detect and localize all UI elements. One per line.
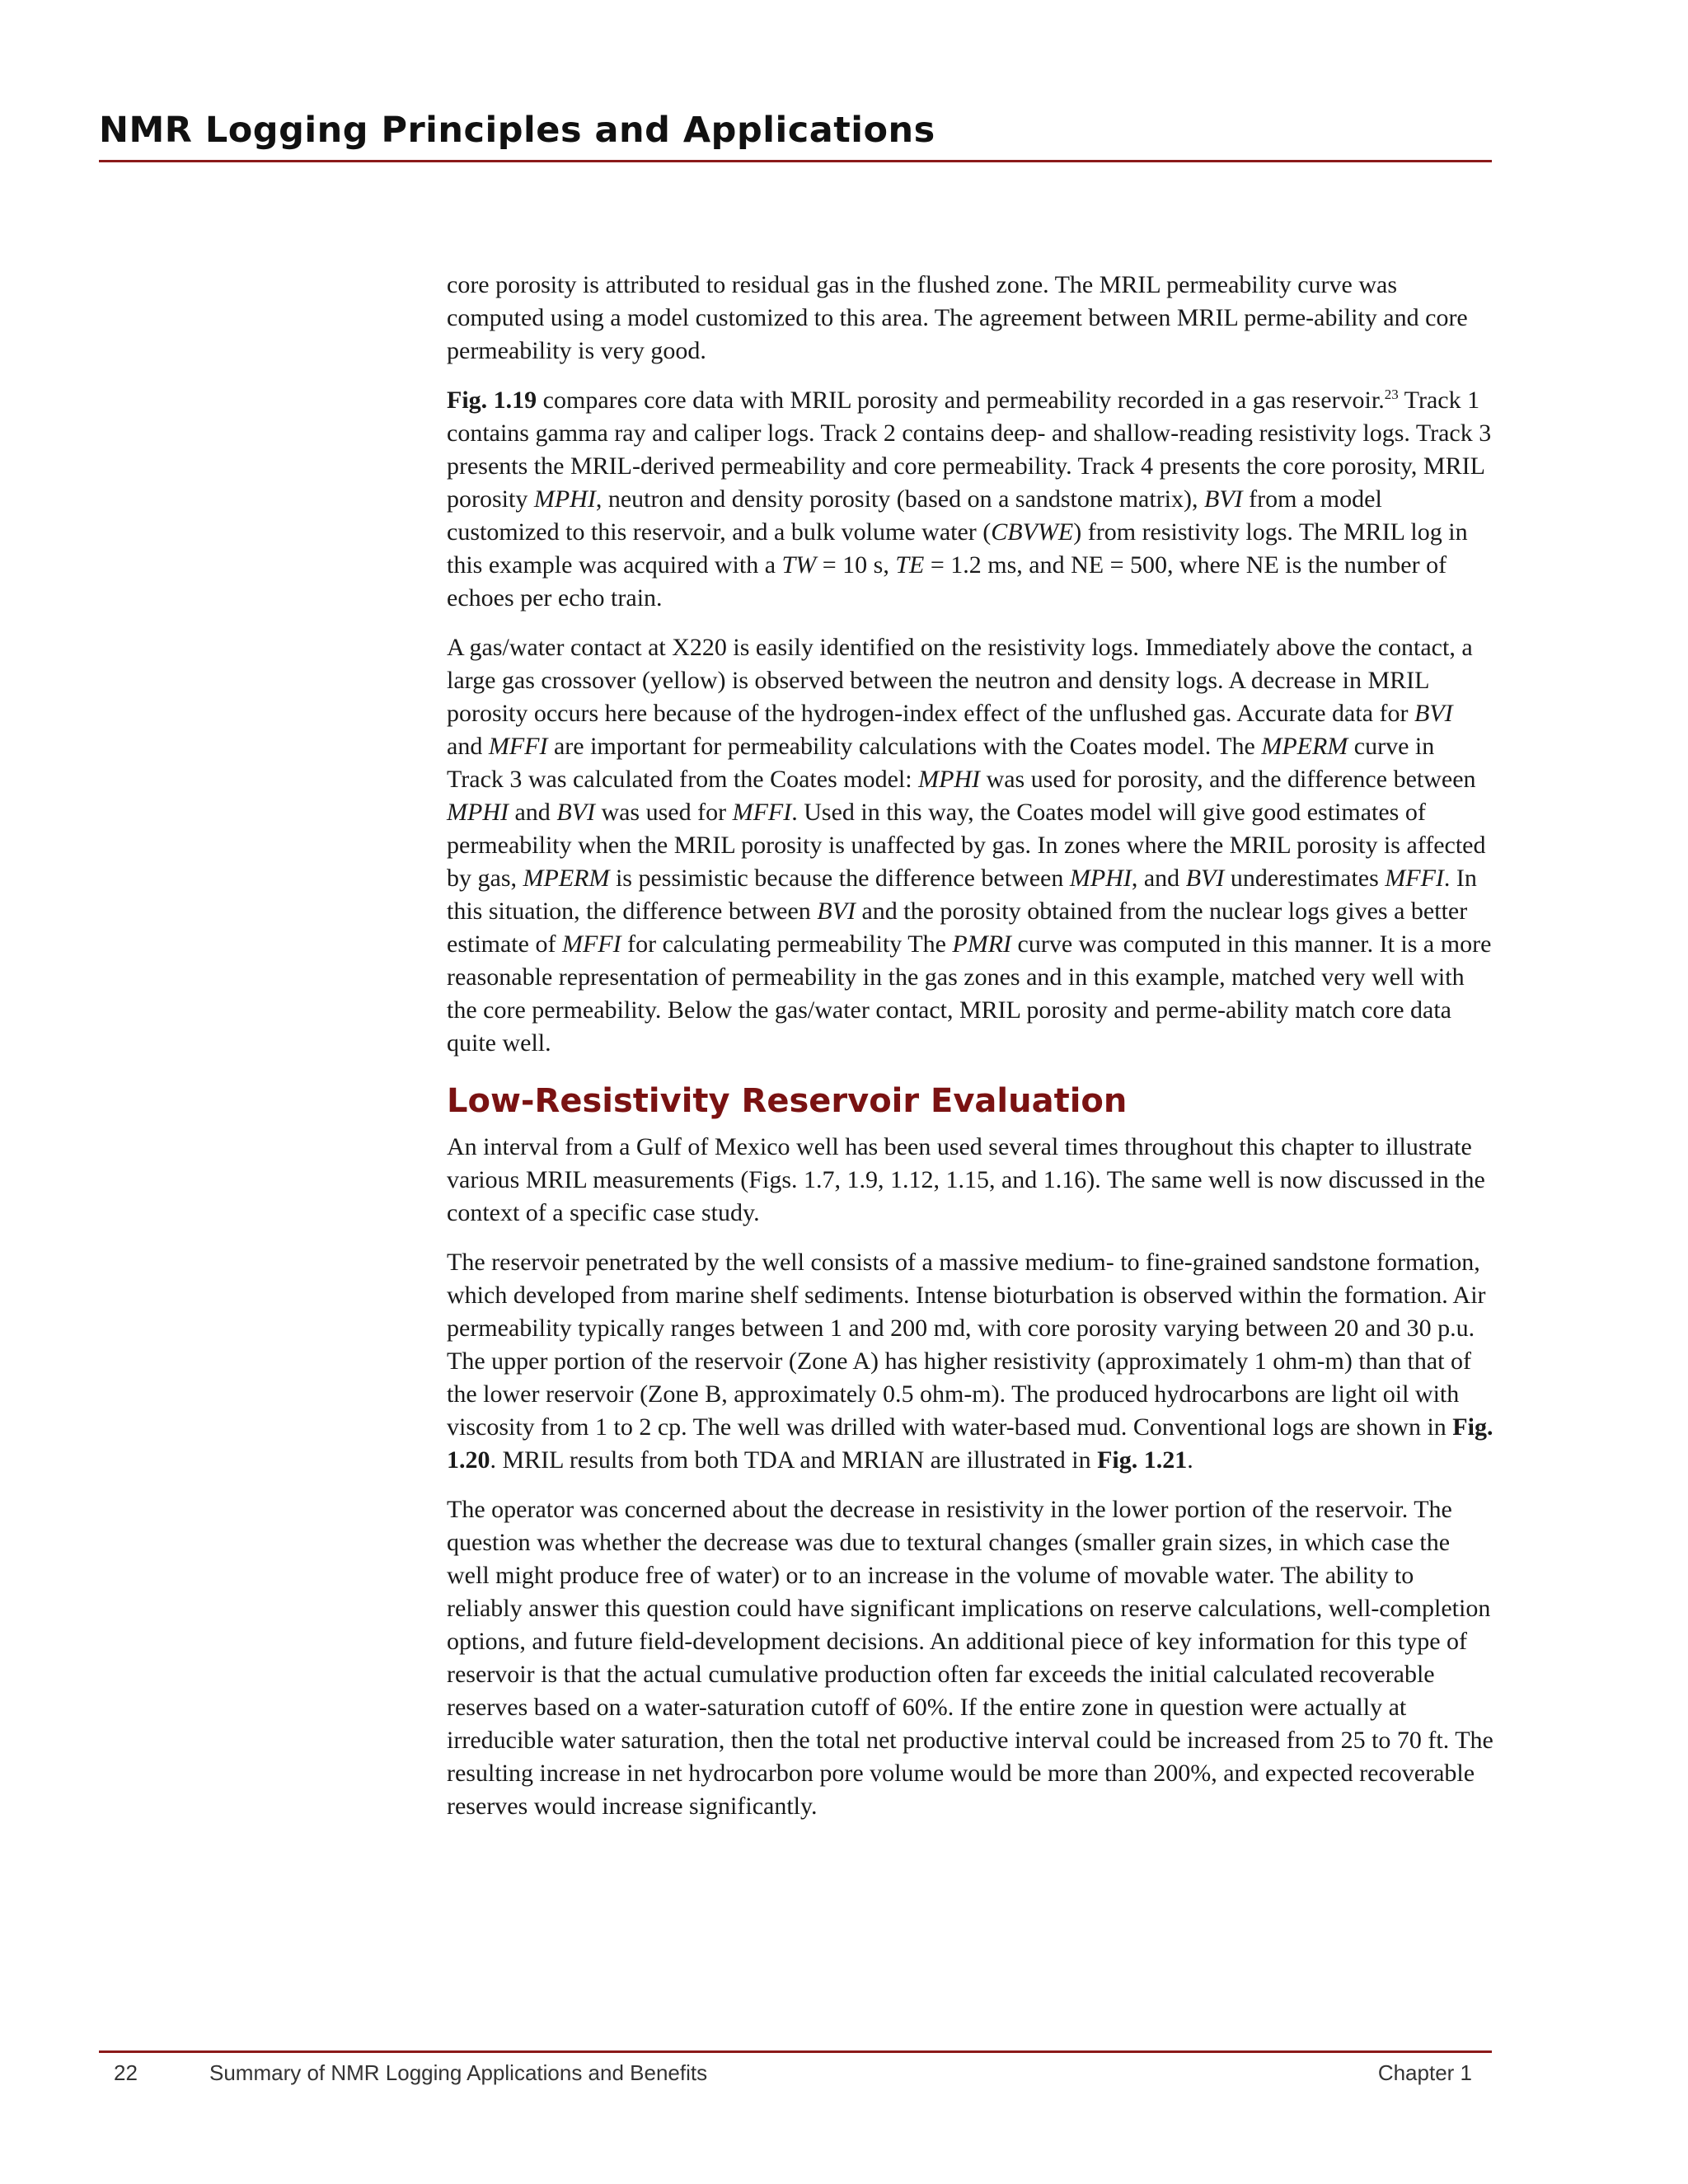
paragraph-1: core porosity is attributed to residual gas in the flushed zone. The MRIL permeability curve was computed using a model customized to this area. The agreement between MRIL perme-ability and core permeability is very good. bbox=[447, 271, 1468, 364]
term: TE bbox=[895, 551, 925, 579]
text-run: are important for permeability calculations with the Coates model. The bbox=[547, 733, 1262, 760]
term: BVI bbox=[817, 898, 856, 925]
paragraph-4: An interval from a Gulf of Mexico well has been used several times throughout this chapter to illustrate various MRIL measurements (Figs. 1.7, 1.9, 1.12, 1.15, and 1.16). The same well is now discussed in the context of a specific case study. bbox=[447, 1133, 1485, 1226]
running-footer bbox=[99, 2060, 1492, 2093]
body-text bbox=[447, 269, 1493, 1840]
term: BVI bbox=[1204, 485, 1243, 513]
text-run: is pessimistic because the difference between bbox=[609, 865, 1070, 892]
term: BVI bbox=[1414, 700, 1453, 727]
term: MPERM bbox=[523, 865, 610, 892]
text-run: and bbox=[508, 799, 557, 826]
paragraph-6: The operator was concerned about the decrease in resistivity in the lower portion of the reservoir. The question was whether the decrease was due to textural changes (smaller grain sizes, in which case the well might produce free of water) or to an increase in the volume of movable water. The ability to reliably answer this question could have significant implications on reserve calculations, well-completion options, and future field-development decisions. An additional piece of key information for this type of reservoir is that the actual cumulative production often far exceeds the initial calculated recoverable reserves based on a water-saturation cutoff of 60%. If the entire zone in question were actually at irreducible water saturation, then the total net productive interval could be increased from 25 to 70 ft. The resulting increase in net hydrocarbon pore volume would be more than 200%, and expected recoverable reserves would increase significantly. bbox=[447, 1496, 1493, 1820]
text-run: compares core data with MRIL porosity and permeability recorded in a gas reservoir. bbox=[537, 387, 1385, 414]
term: TW bbox=[781, 551, 817, 579]
term: MPHI bbox=[447, 799, 509, 826]
term: BVI bbox=[556, 799, 595, 826]
text-run: underestimates bbox=[1224, 865, 1386, 892]
term: BVI bbox=[1185, 865, 1225, 892]
term: MPERM bbox=[1261, 733, 1348, 760]
text-run: . In this situation, the difference between bbox=[447, 865, 1477, 925]
text-run: . MRIL results from both TDA and MRIAN are illustrated in bbox=[490, 1446, 1098, 1474]
footer-chapter: Chapter 1 bbox=[1377, 2060, 1472, 2085]
text-run: was used for porosity, and the difference between bbox=[980, 766, 1476, 793]
text-run: . bbox=[1187, 1446, 1193, 1474]
figure-ref: Fig. 1.21 bbox=[1097, 1446, 1188, 1474]
page-number: 22 bbox=[114, 2060, 138, 2085]
paragraph-5 bbox=[447, 1246, 1493, 1477]
text-run: for calculating permeability The bbox=[621, 930, 953, 958]
term: MPHI bbox=[533, 485, 596, 513]
section-heading: Low-Resistivity Reservoir Evaluation bbox=[447, 1082, 1128, 1120]
text-run: and the porosity obtained from the nuclear logs gives a better estimate of bbox=[447, 898, 1468, 958]
paragraph-2 bbox=[447, 384, 1493, 615]
text-run: curve was computed in this manner. It is a more reasonable representation of permeability in the gas zones and in this example, matched very well with the core permeability. Below the gas/water contact, MRIL porosity and perme-ability match core data quite well. bbox=[447, 930, 1492, 1057]
term: MFFI bbox=[561, 930, 621, 958]
paragraph-3 bbox=[447, 631, 1493, 1060]
text-run: = 10 s, bbox=[816, 551, 896, 579]
text-run: and bbox=[447, 733, 489, 760]
header-rule bbox=[99, 160, 1492, 162]
term: MPHI bbox=[918, 766, 981, 793]
text-run: , and bbox=[1131, 865, 1186, 892]
term: MFFI bbox=[488, 733, 548, 760]
citation-superscript: 23 bbox=[1384, 387, 1399, 402]
text-run: The reservoir penetrated by the well consists of a massive medium- to fine-grained sandstone formation, which developed from marine shelf sediments. Intense bioturbation is observed within the formation. Air permeability typically ranges between 1 and 200 md, with core porosity varying between 20 and 30 p.u. The upper portion of the reservoir (Zone A) has higher resistivity (approximately 1 ohm-m) than that of the lower reservoir (Zone B, approximately 0.5 ohm-m). The produced hydrocarbons are light oil with viscosity from 1 to 2 cp. The well was drilled with water-based mud. Conventional logs are shown in bbox=[447, 1249, 1486, 1441]
term: MFFI bbox=[1385, 865, 1444, 892]
text-run: . Used in this way, the Coates model will give good estimates of permeability when the MRIL porosity is unaffected by gas. In zones where the MRIL porosity is affected by gas, bbox=[447, 799, 1486, 892]
figure-ref: Fig. 1.19 bbox=[447, 387, 537, 414]
text-run: from a model customized to this reservoir, and a bulk volume water ( bbox=[447, 485, 1382, 546]
term: CBVWE bbox=[991, 518, 1074, 546]
text-run: = 1.2 ms, and NE = 500, where NE is the number of echoes per echo train. bbox=[447, 551, 1447, 612]
figure-ref: Fig. 1.20 bbox=[447, 1413, 1493, 1474]
text-run: ) from resistivity logs. The MRIL log in this example was acquired with a bbox=[447, 518, 1468, 579]
term: MFFI bbox=[732, 799, 792, 826]
text-run: Track 1 contains gamma ray and caliper logs. Track 2 contains deep- and shallow-reading resistivity logs. Track 3 presents the MRIL-derived permeability and core permeability. Track 4 presents the core porosity, MRIL porosity bbox=[447, 387, 1492, 513]
running-header bbox=[99, 105, 1492, 155]
text-run: , neutron and density porosity (based on a sandstone matrix), bbox=[595, 485, 1205, 513]
text-run: was used for bbox=[594, 799, 733, 826]
footer-rule bbox=[99, 2050, 1492, 2053]
term: PMRI bbox=[952, 930, 1012, 958]
text-run: A gas/water contact at X220 is easily identified on the resistivity logs. Immediately above the contact, a large gas crossover (yellow) is observed between the neutron and density logs. A decrease in MRIL porosity occurs here because of the hydrogen-index effect of the unflushed gas. Accurate data for bbox=[447, 634, 1473, 727]
footer-section-title: Summary of NMR Logging Applications and Benefits bbox=[209, 2060, 708, 2085]
term: MPHI bbox=[1069, 865, 1132, 892]
text-run: curve in Track 3 was calculated from the Coates model: bbox=[447, 733, 1435, 793]
book-title: NMR Logging Principles and Applications bbox=[99, 110, 935, 151]
